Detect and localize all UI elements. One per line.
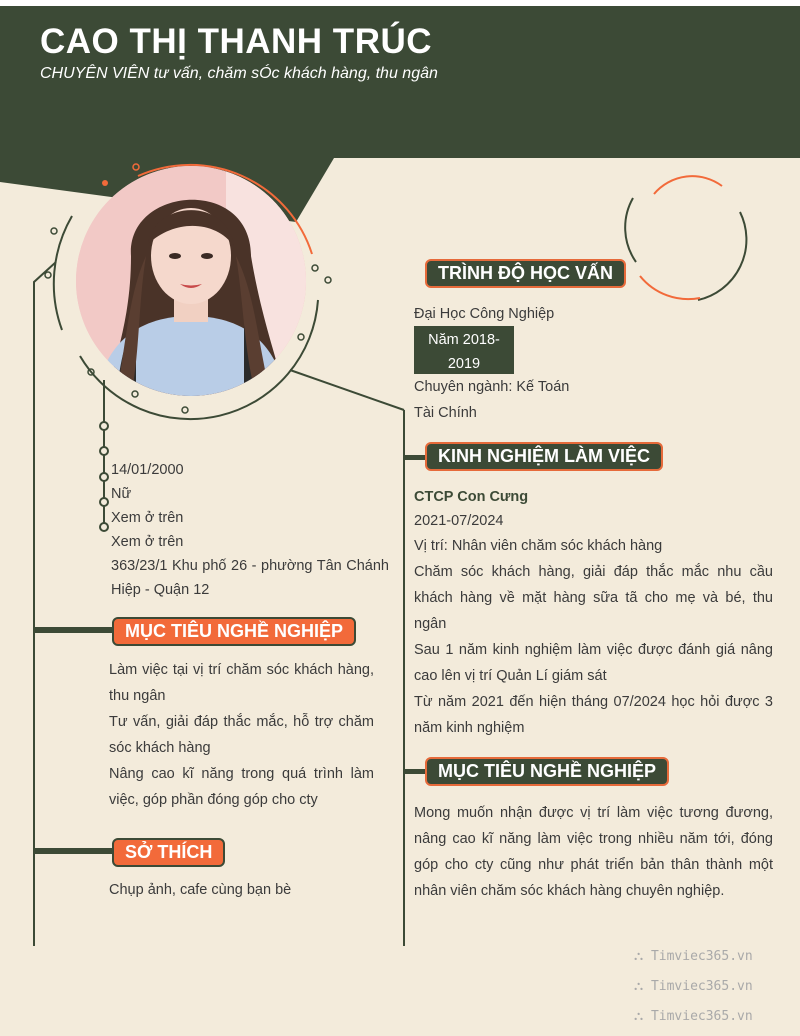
personal-gender: Nữ [111,486,132,502]
career-goal-left-heading: MỤC TIÊU NGHỀ NGHIỆP [112,617,356,646]
career-goal-left-line-3: Nâng cao kĩ năng trong quá trình làm việc, góp phần đóng góp cho cty [109,766,374,808]
education-major-2: Tài Chính [414,405,477,421]
education-heading: TRÌNH ĐỘ HỌC VẤN [425,259,626,288]
experience-period: 2021-07/2024 [414,513,504,529]
hobbies-heading: SỞ THÍCH [112,838,225,867]
education-school: Đại Học Công Nghiệp [414,306,555,322]
experience-heading: KINH NGHIỆM LÀM VIỆC [425,442,663,471]
personal-address: 363/23/1 Khu phố 26 - phường Tân Chánh Hiệp - Quận 12 [111,558,389,598]
career-goal-right-heading: MỤC TIÊU NGHỀ NGHIỆP [425,757,669,786]
candidate-title: CHUYÊN VIÊN tư vấn, chăm sÓc khách hàng, thu ngân [40,65,438,82]
watermark-1: ⛬ Timviec365.vn [634,949,753,964]
watermark-2-text: Timviec365.vn [650,979,753,994]
candidate-name: CAO THỊ THANH TRÚC [40,22,433,61]
watermark-3-text: Timviec365.vn [650,1009,753,1024]
watermark-3: ⛬ Timviec365.vn [634,1009,753,1024]
personal-email: Xem ở trên [111,534,184,550]
experience-desc-1: Chăm sóc khách hàng, giải đáp thắc mắc nhu cầu khách hàng về mặt hàng sữa tã cho mẹ và bé, thu ngân [414,564,773,632]
portrait-image [76,166,306,396]
watermark-1-text: Timviec365.vn [650,949,753,964]
career-goal-left-line-1: Làm việc tại vị trí chăm sóc khách hàng, thu ngân [109,662,374,704]
avatar [76,166,306,396]
education-years-text: Năm 2018-2019 [428,332,500,372]
hobbies-text: Chụp ảnh, cafe cùng bạn bè [109,882,292,898]
education-years [414,326,514,374]
personal-phone: Xem ở trên [111,510,184,526]
experience-company: CTCP Con Cưng [414,489,529,505]
personal-dob: 14/01/2000 [111,462,184,478]
experience-desc-3: Từ năm 2021 đến hiện tháng 07/2024 học hỏi được 3 năm kinh nghiệm [414,694,773,736]
experience-position: Vị trí: Nhân viên chăm sóc khách hàng [414,538,663,554]
watermark-2: ⛬ Timviec365.vn [634,979,753,994]
career-goal-right-text: Mong muốn nhận được vị trí làm việc tương đương, nâng cao kĩ năng làm việc trong nhiều năm tới, đóng góp cho cty cũng như phát triển bản thân thành một nhân viên chăm sóc khách hàng chuyên nghiệp. [414,805,773,899]
career-goal-left-line-2: Tư vấn, giải đáp thắc mắc, hỗ trợ chăm sóc khách hàng [109,714,374,756]
education-major-1: Chuyên ngành: Kế Toán [414,379,570,395]
left-timeline-line [34,262,56,946]
experience-desc-2: Sau 1 năm kinh nghiệm làm việc được đánh giá nâng cao lên vị trí Quản Lí giám sát [414,642,773,684]
